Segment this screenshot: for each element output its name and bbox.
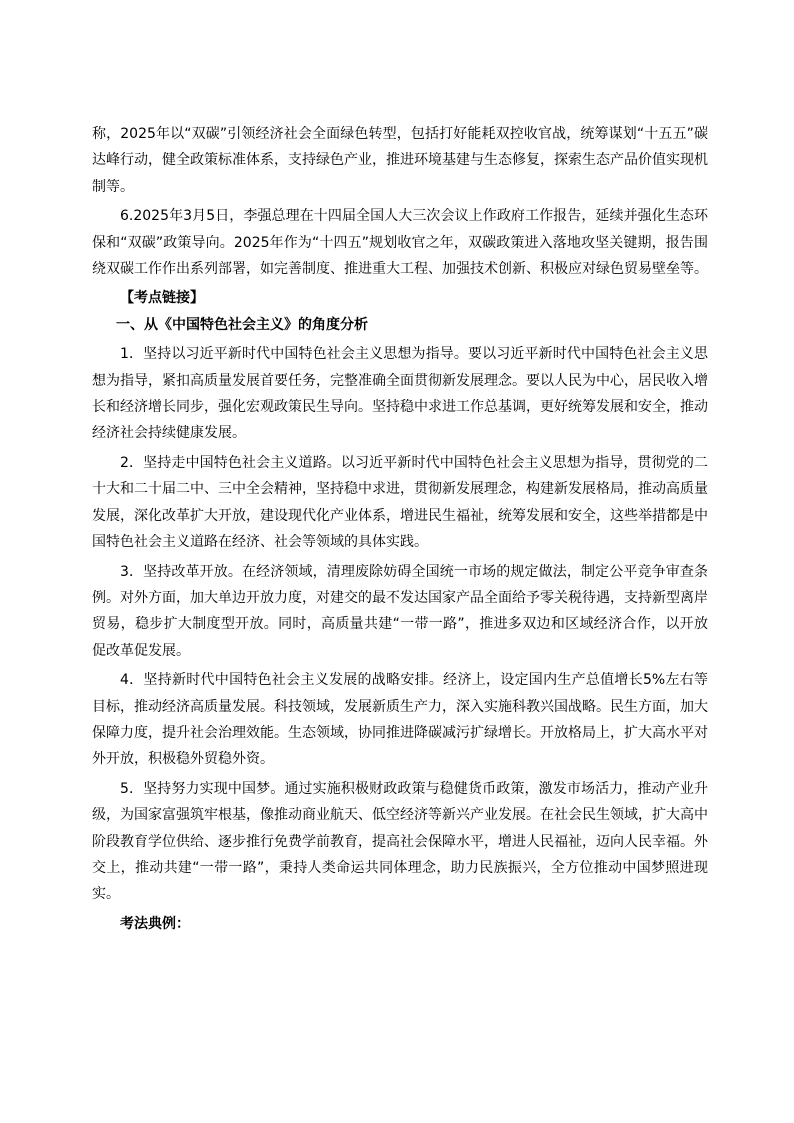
list-item-body: 通过实施积极财政政策与稳健货币政策，激发市场活力，推动产业升级，为国家富强筑牢根基，像推动商业航天、低空经济等新兴产业发展。在社会民生领域，扩大高中阶段教育学位供给、逐步推行免费学前教育，提高社会保障水平，增进人民福祉，迈向人民幸福。外交上，推动共建“一带一路”，秉持人类命运共同体理念，助力民族振兴，全方位推动中国梦照进现实。 xyxy=(92,780,708,903)
paragraph-carbon-peaking: 称，2025年以“双碳”引领经济社会全面绿色转型，包括打好能耗双控收官战，统筹谋划“十五五”碳达峰行动，健全政策标准体系，支持绿色产业，推进环境基建与生态修复，探索生态产品价值实现机制等。 xyxy=(92,126,708,195)
list-item-lead: 2．坚持走中国特色社会主义道路。 xyxy=(120,454,341,471)
list-item xyxy=(92,450,708,556)
list-item-body: 以习近平新时代中国特色社会主义思想为指导，贯彻党的二十大和二十届二中、三中全会精神，坚持稳中求进，贯彻新发展理念，构建新发展格局，推动高质量发展，深化改革扩大开放，建设现代化产业体系，增进民生福祉，统筹发展和安全，这些举措都是中国特色社会主义道路在经济、社会等领域的具体实践。 xyxy=(92,454,708,551)
document-page xyxy=(92,121,708,937)
list-item xyxy=(92,776,708,908)
list-item-lead: 1．坚持以习近平新时代中国特色社会主义思想为指导。 xyxy=(120,346,469,363)
example-label: 考法典例： xyxy=(120,915,190,932)
section-label-exam-links: 【考点链接】 xyxy=(120,290,204,307)
list-item-body: 经济上，设定国内生产总值增长5%左右等目标，推动经济高质量发展。科技领域，发展新质生产力，深入实施科教兴国战略。民生方面，加大保障力度，提升社会治理效能。生态领域，协同推进降碳减污扩绿增长。开放格局上，扩大高水平对外开放，积极稳外贸稳外资。 xyxy=(92,672,709,768)
list-item-body: 要以习近平新时代中国特色社会主义思想为指导，紧扣高质量发展首要任务，完整准确全面贯彻新发展理念。要以人民为中心，居民收入增长和经济增长同步，强化宏观政策民生导向。坚持稳中求进工作总基调，更好统筹发展和安全，推动经济社会持续健康发展。 xyxy=(92,346,709,442)
paragraph-government-report: 6.2025年3月5日，李强总理在十四届全国人大三次会议上作政府工作报告，延续并强化生态环保和“双碳”政策导向。2025年作为“十四五”规划收官之年，双碳政策进入落地攻坚关键期，报告围绕双碳工作作出系列部署，如完善制度、推进重大工程、加强技术创新、积极应对绿色贸易壁垒等。 xyxy=(92,208,708,278)
list-item xyxy=(92,559,708,665)
list-item xyxy=(92,341,708,447)
list-item xyxy=(92,667,708,773)
list-item-lead: 3．坚持改革开放。 xyxy=(120,563,243,580)
list-item-lead: 5．坚持努力实现中国梦。 xyxy=(120,780,285,797)
list-item-body: 在经济领域，清理废除妨碍全国统一市场的规定做法，制定公平竞争审查条例。对外方面，加大单边开放力度，对建交的最不发达国家产品全面给予零关税待遇，支持新型离岸贸易，稳步扩大制度型开放。同时，高质量共建“一带一路”，推进多双边和区域经济合作，以开放促改革促发展。 xyxy=(92,563,708,659)
heading-socialism-analysis: 一、从《中国特色社会主义》的角度分析 xyxy=(116,316,368,333)
list-item-lead: 4．坚持新时代中国特色社会主义发展的战略安排。 xyxy=(120,672,444,689)
